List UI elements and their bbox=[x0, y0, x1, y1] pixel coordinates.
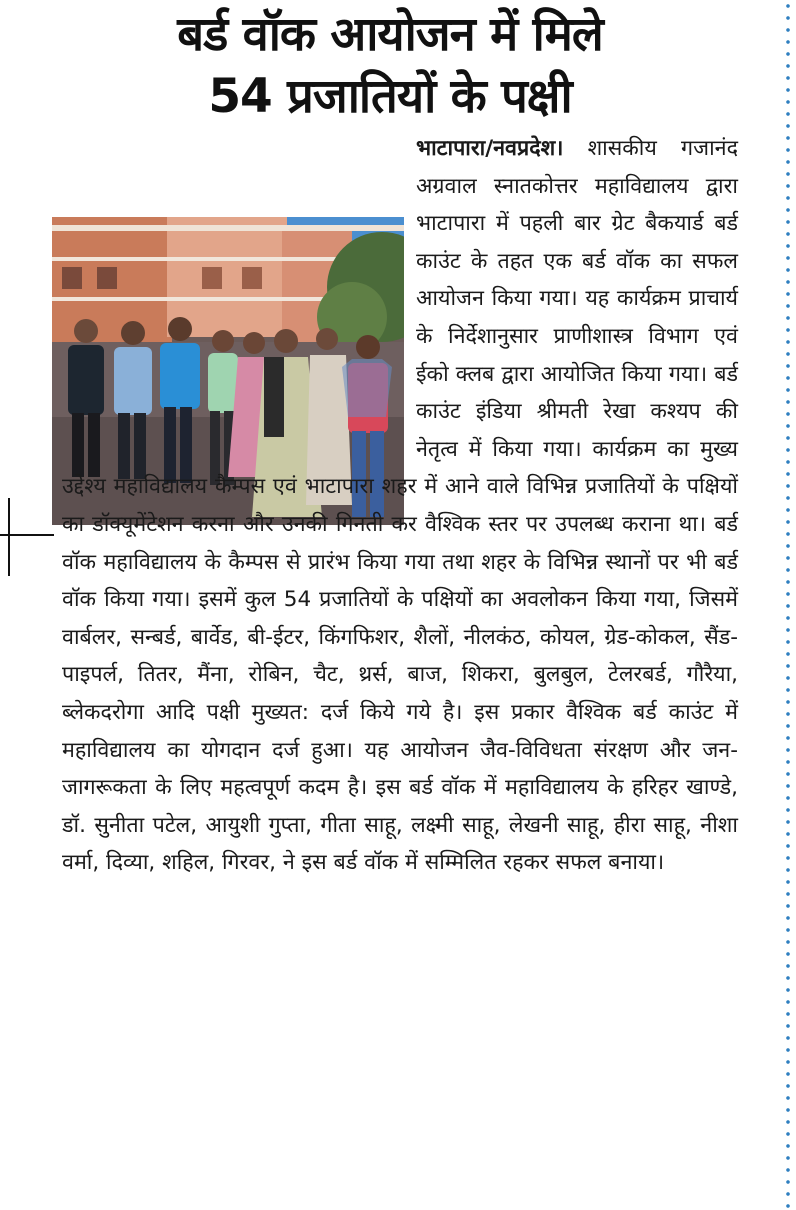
headline bbox=[0, 4, 780, 128]
page-border-dots bbox=[784, 0, 792, 1210]
headline-line-2: 54 प्रजातियों के पक्षी bbox=[208, 69, 572, 124]
dateline: भाटापारा/नवप्रदेश। bbox=[416, 136, 564, 161]
photo-wrap-space bbox=[52, 134, 404, 440]
article-text: शासकीय गजानंद अग्रवाल स्नातकोत्तर महाविद्यालय द्वारा भाटापारा में पहली बार ग्रेट बैकयार्ड बर्ड काउंट के तहत एक बर्ड वॉक का सफल आयोजन किया गया। यह कार्यक्रम प्राचार्य के निर्देशानुसार प्राणीशास्त्र विभाग एवं ईको क्लब द्वारा आयोजित किया गया। बर्ड काउंट इंडिया श्रीमती रेखा कश्यप की नेतृत्व में किया गया। कार्यक्रम का मुख्य उद्देश्य महाविद्यालय कैम्पस एवं भाटापारा शहर में आने वाले विभिन्न प्रजातियों के पक्षियों का डॉक्यूमेंटेशन करना और उनकी गिनती कर वैश्विक स्तर पर उपलब्ध कराना था। बर्ड वॉक महाविद्यालय के कैम्पस से प्रारंभ किया गया तथा शहर के विभिन्न स्थानों पर भी बर्ड वॉक किया गया। इसमें कुल 54 प्रजातियों के पक्षियों का अवलोकन किया गया, जिसमें वार्बलर, सन्बर्ड, बार्वेड, बी-ईटर, किंगफिशर, शैलों, नीलकंठ, कोयल, ग्रेड-कोकल, सैंड-पाइपर्ल, तितर, मैंना, रोबिन, चैट, थ्रर्स, बाज, शिकरा, बुलबुल, टेलरबर्ड, गौरैया, ब्लेकदरोगा आदि पक्षी मुख्यत: दर्ज किये गये है। इस प्रकार वैश्विक बर्ड काउंट में महाविद्यालय का योगदान दर्ज हुआ। यह आयोजन जैव-विविधता संरक्षण और जन-जागरूकता के लिए महत्वपूर्ण कदम है। इस बर्ड वॉक में महाविद्यालय के हरिहर खाण्डे, डॉ. सुनीता पटेल, आयुशी गुप्ता, गीता साहू, लक्ष्मी साहू, लेखनी साहू, हीरा साहू, नीशा वर्मा, दिव्या, शहिल, गिरवर, ने इस बर्ड वॉक में सम्मिलित रहकर सफल बनाया। bbox=[62, 136, 738, 876]
crop-mark-vertical bbox=[8, 498, 10, 576]
headline-line-1: बर्ड वॉक आयोजन में मिले bbox=[177, 7, 603, 62]
article-body bbox=[62, 130, 738, 882]
